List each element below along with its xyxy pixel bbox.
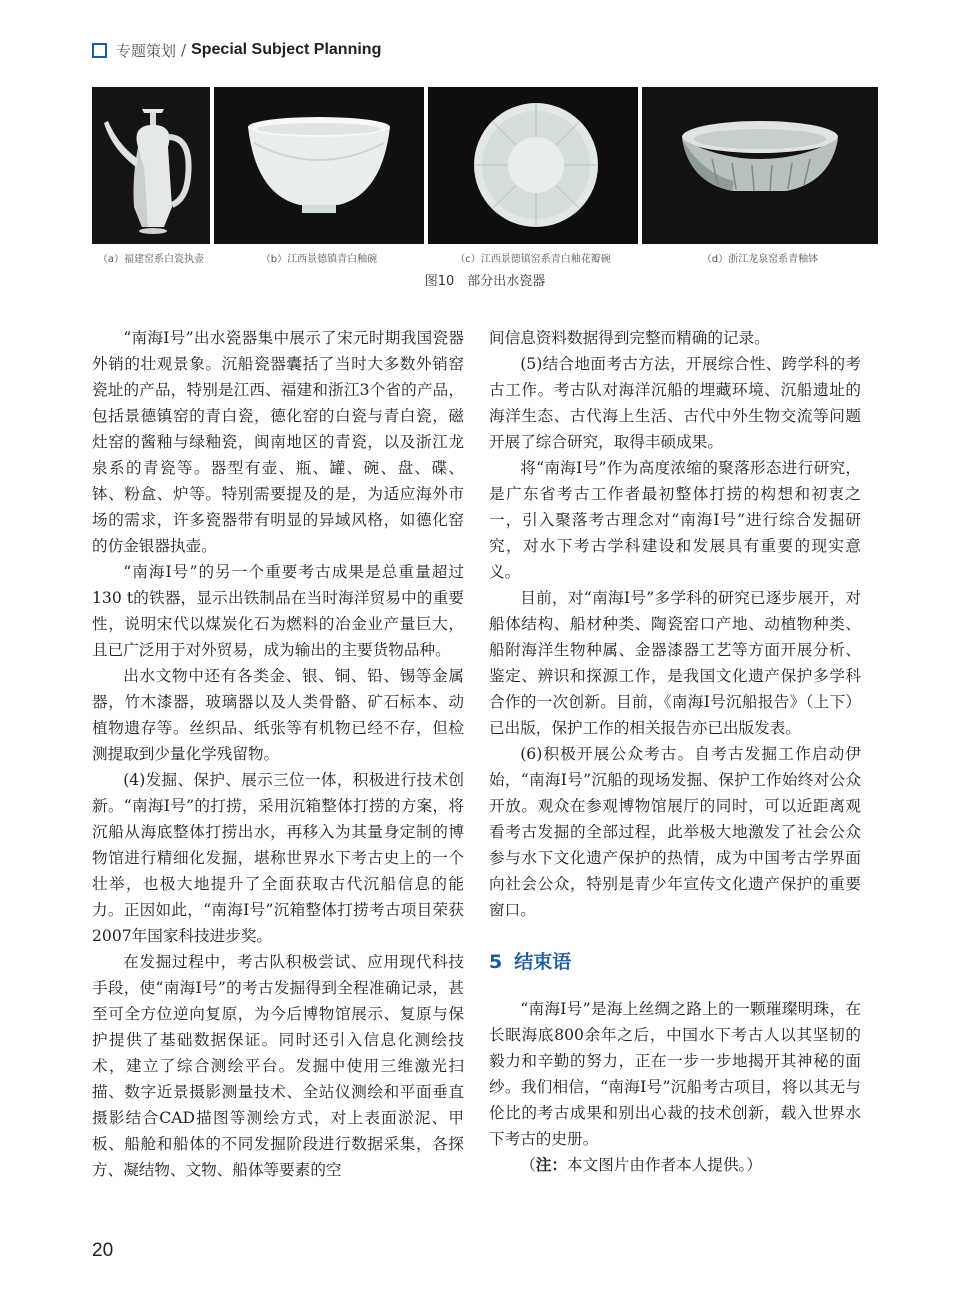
header-square-icon <box>92 43 107 58</box>
section-heading <box>489 947 861 974</box>
paragraph: (4)发掘、保护、展示三位一体，积极进行技术创新。“南海Ⅰ号”的打捞，采用沉箱整体打捞的方案，将沉船从海底整体打捞出水，再移入为其量身定制的博物馆进行精细化发掘，堪称世界水下考古史上的一个壮举，也极大地提升了全面获取古代沉船信息的能力。正因如此，“南海Ⅰ号”沉箱整体打捞考古项目荣获2007年国家科技进步奖。 <box>92 771 464 945</box>
photo-qingbai-bowl <box>214 87 424 244</box>
paragraph: 目前，对“南海Ⅰ号”多学科的研究已逐步展开，对船体结构、船材种类、陶瓷窑口产地、动植物种类、船附海洋生物种属、金器漆器工艺等方面开展分析、鉴定、辨识和探源工作，是我国文化遗产保护多学科合作的一次创新。目前，《南海Ⅰ号沉船报告》（上下）已出版，保护工作的相关报告亦已出版发表。 <box>489 589 861 737</box>
note <box>489 1152 861 1178</box>
caption-a: （a）福建窑系白瓷执壶 <box>97 254 205 265</box>
page-number: 20 <box>92 1240 114 1261</box>
paragraph: “南海Ⅰ号”的另一个重要考古成果是总重量超过130 t的铁器，显示出铁制品在当时海洋贸易中的重要性，说明宋代以煤炭化石为燃料的冶金业产量巨大，且已广泛用于对外贸易，成为输出的主要货物品种。 <box>92 563 464 659</box>
header-separator: / <box>181 41 187 59</box>
header-chinese-title: 专题策划 <box>116 41 177 60</box>
figure-title: 图10 部分出水瓷器 <box>424 274 546 289</box>
header-english-title: Special Subject Planning <box>191 41 382 58</box>
paragraph: 在发掘过程中，考古队积极尝试、应用现代科技手段，使“南海Ⅰ号”的考古发掘得到全程准确记录，甚至可全方位逆向复原，为今后博物馆展示、复原与保护提供了基础数据保证。同时还引入信息化测绘技术，建立了综合测绘平台。发掘中使用三维激光扫描、数字近景摄影测量技术、全站仪测绘和平面垂直摄影结合CAD描图等测绘方式，对上表面淤泥、甲板、船舱和船体的不同发掘阶段进行数据采集，各探方、凝结物、文物、船体等要素的空 <box>92 953 464 1179</box>
paragraph: (6)积极开展公众考古。自考古发掘工作启动伊始，“南海Ⅰ号”沉船的现场发掘、保护工作始终对公众开放。观众在参观博物馆展厅的同时，可以近距离观看考古发掘的全部过程，此举极大地激发了社会公众参与水下文化遗产保护的热情，成为中国考古学界面向社会公众，特别是青少年宣传文化遗产保护的重要窗口。 <box>489 745 861 919</box>
caption-b: （b）江西景德镇青白釉碗 <box>260 254 378 265</box>
photo-petal-bowl <box>428 87 638 244</box>
left-column <box>92 325 464 1183</box>
paragraph: 间信息资料数据得到完整而精确的记录。 <box>489 329 770 347</box>
paragraph: 将“南海Ⅰ号”作为高度浓缩的聚落形态进行研究，是广东省考古工作者最初整体打捞的构想和初衷之一，引入聚落考古理念对“南海Ⅰ号”进行综合发掘研究，对水下考古学科建设和发展具有重要的现实意义。 <box>489 459 861 581</box>
paragraph: (5)结合地面考古方法，开展综合性、跨学科的考古工作。考古队对海洋沉船的埋藏环境、沉船遗址的海洋生态、古代海上生活、古代中外生物交流等问题开展了综合研究，取得丰硕成果。 <box>489 355 861 451</box>
note-label: 注： <box>535 1155 567 1174</box>
note-text: 本文图片由作者本人提供。） <box>567 1156 762 1174</box>
caption-c: （c）江西景德镇窑系青白釉花瓣碗 <box>455 254 611 265</box>
caption-d: （d）浙江龙泉窑系青釉钵 <box>701 254 819 265</box>
paragraph: “南海Ⅰ号”出水瓷器集中展示了宋元时期我国瓷器外销的壮观景象。沉船瓷器囊括了当时大多数外销窑瓷址的产品，特别是江西、福建和浙江3个省的产品，包括景德镇窑的青白瓷，德化窑的白瓷与青白瓷，磁灶窑的酱釉与绿釉瓷，闽南地区的青瓷，以及浙江龙泉系的青瓷等。器型有壶、瓶、罐、碗、盘、碟、钵、粉盒、炉等。特别需要提及的是，为适应海外市场的需求，许多瓷器带有明显的异域风格，如德化窑的仿金银器执壶。 <box>92 329 464 555</box>
note-open: （ <box>520 1156 536 1174</box>
paragraph: “南海Ⅰ号”是海上丝绸之路上的一颗璀璨明珠，在长眠海底800余年之后，中国水下考古人以其坚韧的毅力和辛勤的努力，正在一步一步地揭开其神秘的面纱。我们相信，“南海Ⅰ号”沉船考古项目，将以其无与伦比的考古成果和别出心裁的技术创新，载入世界水下考古的史册。 <box>489 1000 861 1148</box>
running-header <box>92 38 381 62</box>
section-number: 5 <box>489 951 503 973</box>
right-column <box>489 325 861 1178</box>
photo-white-ewer <box>92 87 210 244</box>
photo-celadon-bowl <box>642 87 878 244</box>
section-title: 结束语 <box>514 951 572 973</box>
paragraph: 出水文物中还有各类金、银、铜、铅、锡等金属器，竹木漆器，玻璃器以及人类骨骼、矿石标本、动植物遗存等。丝织品、纸张等有机物已经不存，但检测提取到少量化学残留物。 <box>92 667 464 763</box>
